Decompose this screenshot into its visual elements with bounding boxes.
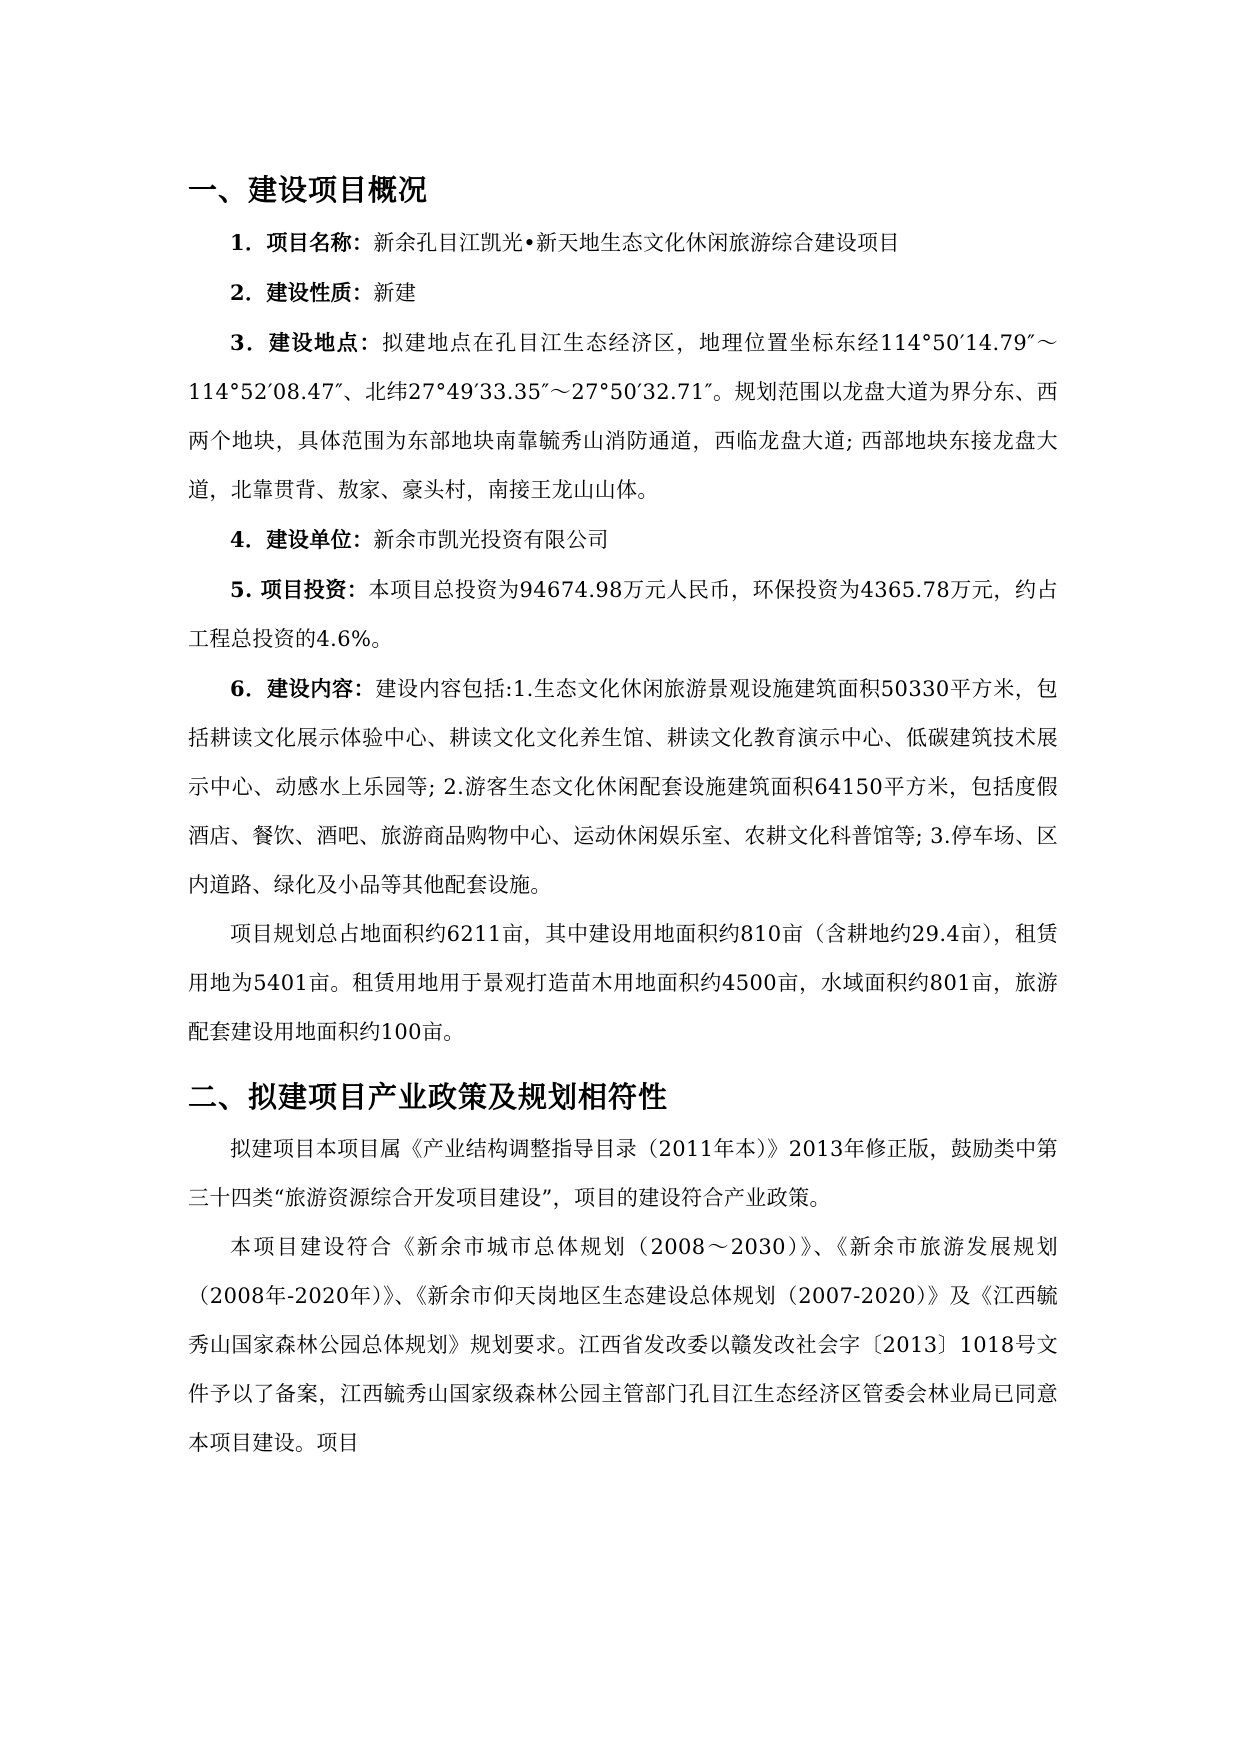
item-label: 5. 项目投资： [230,577,369,602]
item-label: 2．建设性质： [230,280,374,305]
item-text: 建设内容包括:1.生态文化休闲旅游景观设施建筑面积50330平方米，包括耕读文化展示体验中心、耕读文化文化养生馆、耕读文化教育演示中心、低碳建筑技术展示中心、动感水上乐园等; 2.游客生态文化休闲配套设施建筑面积64150平方米，包括度假酒店、餐饮、酒吧、旅游商品购物中心、运动休闲娱乐室、农耕文化科普馆等; 3.停车场、区内道路、绿化及小品等其他配套设施。 [188,677,1058,897]
item-construction-unit [188,515,1058,565]
section-heading-project-overview: 一、建设项目概况 [188,173,429,207]
item-text: 新余市凯光投资有限公司 [373,528,609,552]
item-label: 6．建设内容： [230,676,376,701]
item-text: 新余孔目江凯光•新天地生态文化休闲旅游综合建设项目 [373,231,900,255]
item-label: 3．建设地点： [230,330,383,355]
paragraph-industry-policy: 拟建项目本项目属《产业结构调整指导目录（2011年本）》2013年修正版，鼓励类中第三十四类“旅游资源综合开发项目建设”，项目的建设符合产业政策。 [188,1137,1058,1210]
paragraph-planning-compliance: 本项目建设符合《新余市城市总体规划（2008～2030）》、《新余市旅游发展规划（2008年-2020年）》、《新余市仰天岗地区生态建设总体规划（2007-2020）》及《江西毓秀山国家森林公园总体规划》规划要求。江西省发改委以赣发改社会字〔2013〕1018号文件予以了备案，江西毓秀山国家级森林公园主管部门孔目江生态经济区管委会林业局已同意本项目建设。项目 [188,1235,1058,1455]
paragraph-land-area: 项目规划总占地面积约6211亩，其中建设用地面积约810亩（含耕地约29.4亩），租赁用地为5401亩。租赁用地用于景观打造苗木用地面积约4500亩，水域面积约801亩，旅游配套建设用地面积约100亩。 [188,922,1058,1044]
item-label: 1．项目名称： [230,230,374,255]
item-construction-location [188,318,1058,515]
item-construction-content [188,664,1058,910]
document-page [188,168,1058,1468]
item-construction-nature [188,268,1058,318]
section-heading-policy-compliance: 二、拟建项目产业政策及规划相符性 [188,1080,669,1114]
item-text: 拟建地点在孔目江生态经济区，地理位置坐标东经114°50′14.79″～114°52′08.47″、北纬27°49′33.35″～27°50′32.71″。规划范围以龙盘大道为界分东、西两个地块，具体范围为东部地块南靠毓秀山消防通道，西临龙盘大道; 西部地块东接龙盘大道，北靠贯背、敖家、豪头村，南接王龙山山体。 [188,331,1058,502]
item-text: 本项目总投资为94674.98万元人民币，环保投资为4365.78万元，约占工程总投资的4.6%。 [188,578,1058,651]
item-project-investment [188,565,1058,664]
item-text: 新建 [373,281,417,305]
item-label: 4．建设单位： [230,527,374,552]
item-project-name [188,218,1058,268]
